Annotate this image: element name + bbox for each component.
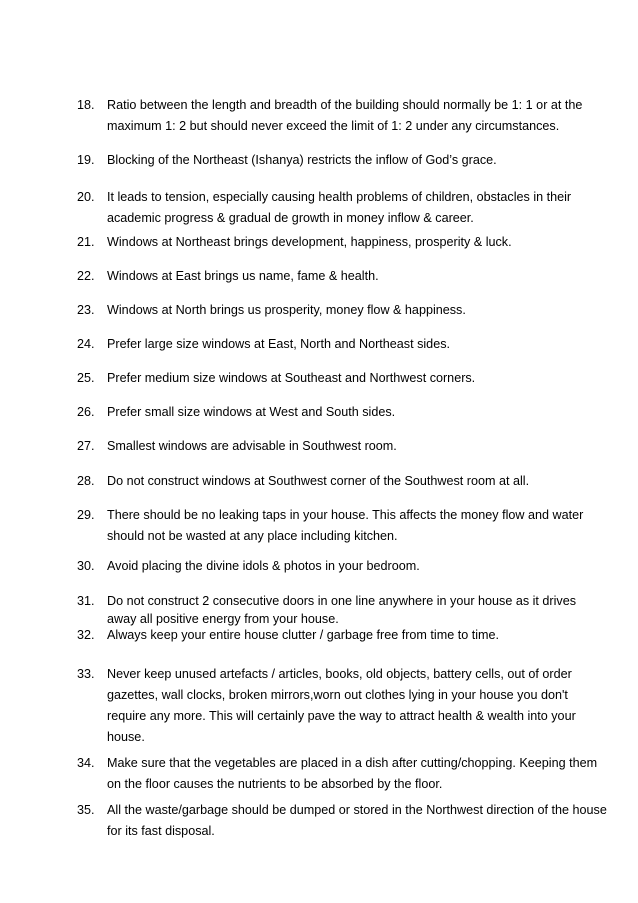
item-number: 19. xyxy=(77,153,95,167)
item-number: 24. xyxy=(77,337,95,351)
item-text: Do not construct windows at Southwest corner of the Southwest room at all. xyxy=(107,474,530,488)
item-number: 18. xyxy=(77,98,95,112)
item-number: 29. xyxy=(77,508,95,522)
item-text: Make sure that the vegetables are placed in a dish after cutting/chopping. Keeping them on the floor causes the nutrients to be absorbed by the floor. xyxy=(107,756,598,791)
item-text: Prefer small size windows at West and South sides. xyxy=(107,405,396,419)
item-text: Windows at East brings us name, fame & health. xyxy=(107,269,379,283)
item-number: 34. xyxy=(77,756,95,770)
item-text: It leads to tension, especially causing health problems of children, obstacles in their academic progress & gradual de growth in money inflow & career. xyxy=(107,190,572,225)
item-number: 28. xyxy=(77,474,95,488)
item-number: 25. xyxy=(77,371,95,385)
item-number: 23. xyxy=(77,303,95,317)
item-text: Ratio between the length and breadth of the building should normally be 1: 1 or at the maximum 1: 2 but should never exceed the limit of 1: 2 under any circumstances. xyxy=(107,98,583,133)
item-text: Always keep your entire house clutter / garbage free from time to time. xyxy=(107,628,499,642)
item-number: 33. xyxy=(77,667,95,681)
item-text: Prefer medium size windows at Southeast and Northwest corners. xyxy=(107,371,476,385)
item-text: Prefer large size windows at East, North and Northeast sides. xyxy=(107,337,450,351)
item-number: 32. xyxy=(77,628,95,642)
item-number: 20. xyxy=(77,190,95,204)
item-number: 21. xyxy=(77,235,95,249)
item-text: Windows at Northeast brings development, happiness, prosperity & luck. xyxy=(107,235,512,249)
item-text: Windows at North brings us prosperity, money flow & happiness. xyxy=(107,303,466,317)
item-text: Avoid placing the divine idols & photos in your bedroom. xyxy=(107,559,420,573)
item-text: All the waste/garbage should be dumped or stored in the Northwest direction of the house for its fast disposal. xyxy=(107,803,607,838)
item-number: 30. xyxy=(77,559,95,573)
item-text: Smallest windows are advisable in Southwest room. xyxy=(107,439,397,453)
item-text: There should be no leaking taps in your house. This affects the money flow and water should not be wasted at any place including kitchen. xyxy=(107,508,584,543)
item-number: 22. xyxy=(77,269,95,283)
item-text: Do not construct 2 consecutive doors in one line anywhere in your house as it drives away all positive energy from your house. xyxy=(107,594,577,626)
item-number: 27. xyxy=(77,439,95,453)
item-number: 35. xyxy=(77,803,95,817)
item-number: 26. xyxy=(77,405,95,419)
item-number: 31. xyxy=(77,594,95,608)
item-text: Blocking of the Northeast (Ishanya) restricts the inflow of God’s grace. xyxy=(107,153,497,167)
item-text: Never keep unused artefacts / articles, books, old objects, battery cells, out of order gazettes, wall clocks, broken mirrors,worn out clothes lying in your house you don't require any more. This will certainly pave the way to attract health & wealth into your house. xyxy=(107,667,576,744)
